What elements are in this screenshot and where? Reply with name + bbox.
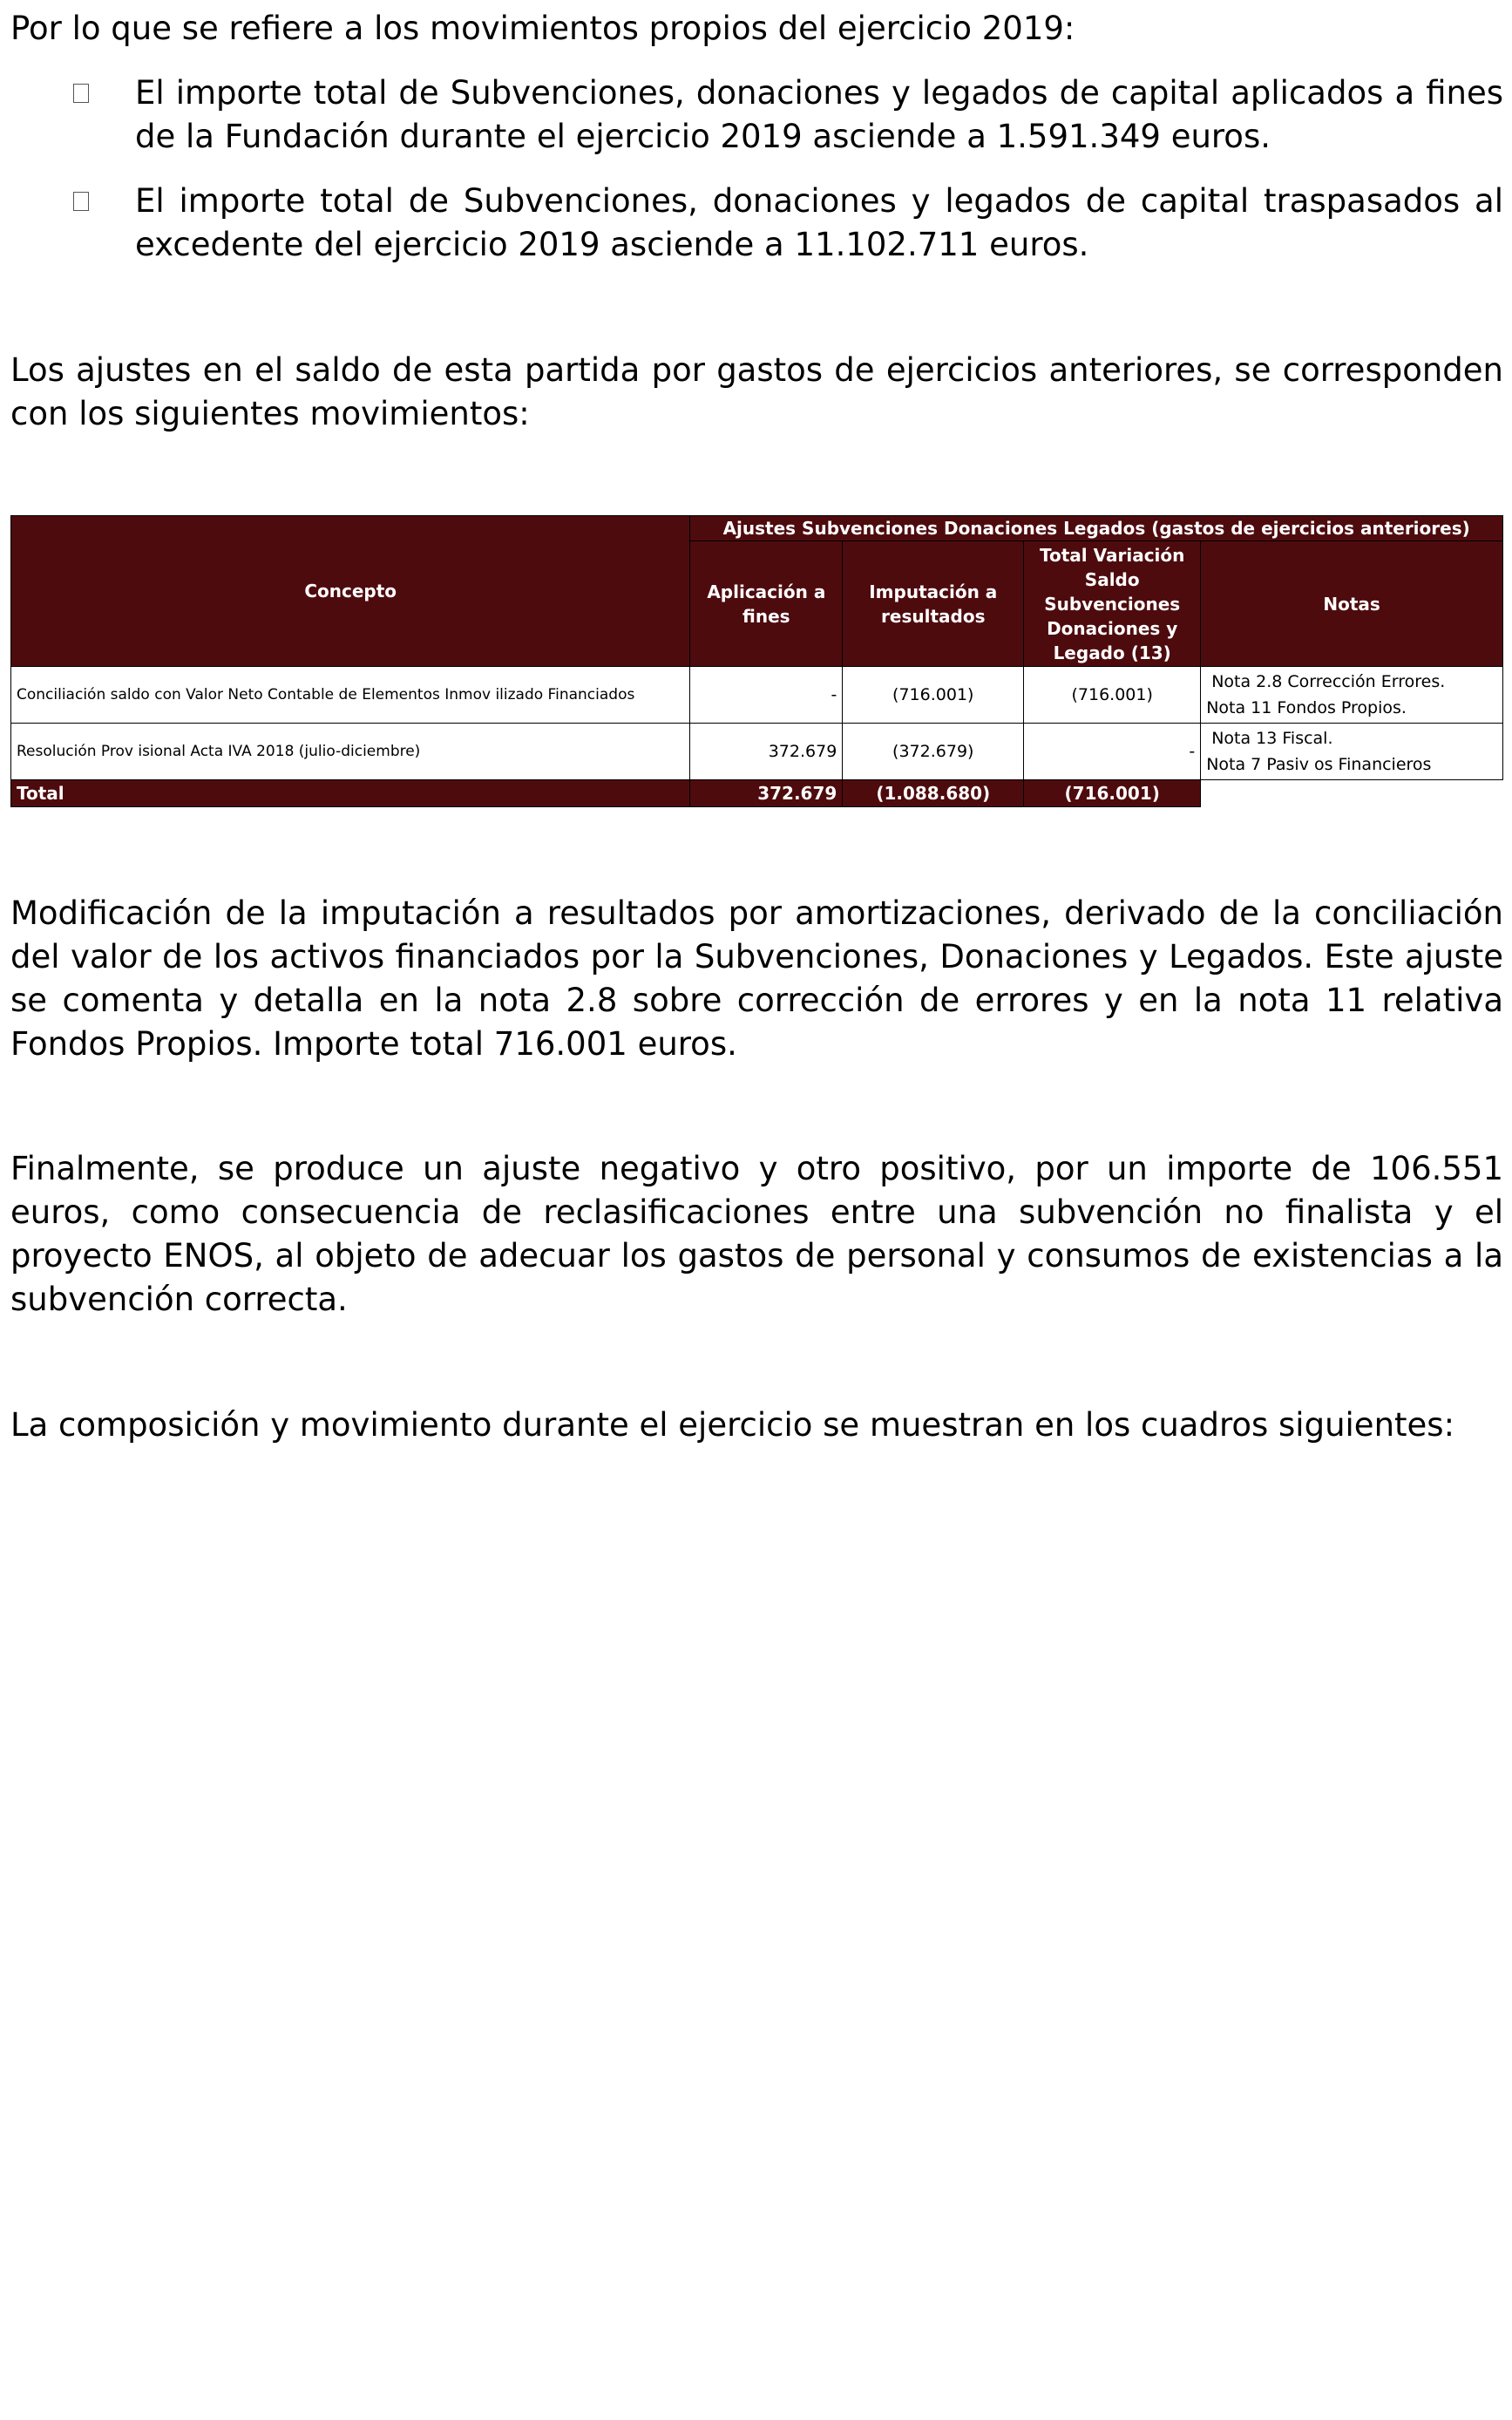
bullet-list bbox=[10, 71, 1503, 288]
cell-concepto: Resolución Prov isional Acta IVA 2018 (julio-diciembre) bbox=[11, 724, 690, 780]
nota-line: Nota 2.8 Corrección Errores. bbox=[1211, 672, 1446, 691]
nota-line: Nota 11 Fondos Propios. bbox=[1206, 698, 1407, 717]
total-aplicacion: 372.679 bbox=[690, 780, 843, 807]
cell-aplicacion: 372.679 bbox=[690, 724, 843, 780]
total-total: (716.001) bbox=[1024, 780, 1201, 807]
group-header: Ajustes Subvenciones Donaciones Legados (gastos de ejercicios anteriores) bbox=[690, 516, 1503, 541]
bullet-box-icon bbox=[73, 192, 89, 211]
cell-concepto: Conciliación saldo con Valor Neto Contable de Elementos Inmov ilizado Financiados bbox=[11, 667, 690, 724]
cell-notas bbox=[1201, 724, 1503, 780]
cell-total: - bbox=[1024, 724, 1201, 780]
nota-line: Nota 13 Fiscal. bbox=[1211, 729, 1333, 748]
col-notas-header: Notas bbox=[1201, 541, 1503, 667]
col-concepto-header: Concepto bbox=[11, 516, 690, 667]
cell-aplicacion: - bbox=[690, 667, 843, 724]
table-row bbox=[11, 724, 1503, 780]
bullet-item bbox=[10, 71, 1503, 159]
col-aplicacion-header: Aplicación a fines bbox=[690, 541, 843, 667]
cell-total: (716.001) bbox=[1024, 667, 1201, 724]
total-notas-empty bbox=[1201, 780, 1503, 807]
col-imputacion-header: Imputación a resultados bbox=[843, 541, 1024, 667]
finalmente-paragraph: Finalmente, se produce un ajuste negativo y otro positivo, por un importe de 106.551 euros, como consecuencia de reclasificaciones entre una subvención no finalista y el proyecto ENOS, al objeto de adecuar los gastos de personal y consumos de existencias a la subvención correcta. bbox=[10, 1150, 1503, 1318]
composicion-paragraph: La composición y movimiento durante el ejercicio se muestran en los cuadros siguientes: bbox=[10, 1406, 1455, 1444]
ajustes-table bbox=[10, 515, 1503, 807]
bullet-item bbox=[10, 180, 1503, 267]
bullet-text: El importe total de Subvenciones, donaciones y legados de capital aplicados a fines de la Fundación durante el ejercicio 2019 asciende a 1.591.349 euros. bbox=[135, 74, 1503, 155]
bullet-box-icon bbox=[73, 84, 89, 103]
intro-text: Por lo que se refiere a los movimientos propios del ejercicio 2019: bbox=[10, 10, 1075, 47]
modificacion-paragraph: Modificación de la imputación a resultados por amortizaciones, derivado de la conciliación del valor de los activos financiados por la Subvenciones, Donaciones y Legados. Este ajuste se comenta y detalla en la nota 2.8 sobre corrección de errores y en la nota 11 relativa Fondos Propios. Importe total 716.001 euros. bbox=[10, 894, 1503, 1063]
total-row bbox=[11, 780, 1503, 807]
col-total-header: Total Variación Saldo Subvenciones Donaciones y Legado (13) bbox=[1024, 541, 1201, 667]
ajustes-table-wrap bbox=[10, 515, 1503, 807]
cell-imputacion: (372.679) bbox=[843, 724, 1024, 780]
table-row bbox=[11, 667, 1503, 724]
cell-imputacion: (716.001) bbox=[843, 667, 1024, 724]
ajustes-paragraph: Los ajustes en el saldo de esta partida por gastos de ejercicios anteriores, se corresponden con los siguientes movimientos: bbox=[10, 351, 1503, 432]
total-imputacion: (1.088.680) bbox=[843, 780, 1024, 807]
cell-notas bbox=[1201, 667, 1503, 724]
total-label: Total bbox=[11, 780, 690, 807]
bullet-text: El importe total de Subvenciones, donaciones y legados de capital traspasados al excedente del ejercicio 2019 asciende a 11.102.711 euros. bbox=[135, 182, 1503, 263]
nota-line: Nota 7 Pasiv os Financieros bbox=[1206, 755, 1432, 774]
